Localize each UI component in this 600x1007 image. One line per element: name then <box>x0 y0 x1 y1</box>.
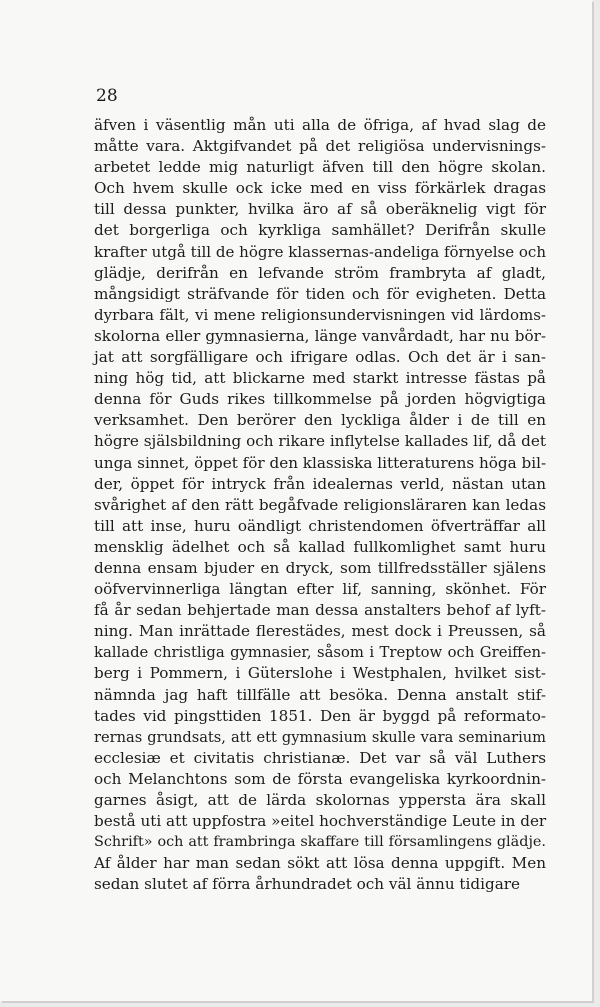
page-number: 28 <box>96 86 118 106</box>
text-line: till dessa punkter, hvilka äro af så oberäknelig vigt för <box>94 200 546 219</box>
text-line: krafter utgå till de högre klassernas-andeliga förnyelse och <box>94 242 546 261</box>
text-line: glädje, derifrån en lefvande ström frambryta af gladt, <box>94 263 546 282</box>
text-line: ecclesiæ et civitatis christianæ. Det var så väl Luthers <box>94 748 546 767</box>
text-line: Och hvem skulle ock icke med en viss förkärlek dragas <box>94 179 546 198</box>
text-line: måtte vara. Aktgifvandet på det religiösa undervisnings- <box>94 137 546 156</box>
text-line: ning hög tid, att blickarne med starkt intresse fästas på <box>94 369 546 388</box>
text-line: högre själsbildning och rikare inflytelse kallades lif, då det <box>94 432 546 451</box>
text-line: äfven i väsentlig mån uti alla de öfriga, af hvad slag de <box>94 116 546 134</box>
text-line: mångsidigt sträfvande för tiden och för evigheten. Detta <box>94 284 546 303</box>
text-line: Schrift» och att frambringa skaffare till församlingens glädje. <box>94 834 546 851</box>
text-line: nämnda jag haft tillfälle att besöka. Denna anstalt stif- <box>94 685 546 704</box>
text-line: arbetet ledde mig naturligt äfven till den högre skolan. <box>94 158 546 177</box>
text-line: få år sedan behjertade man dessa anstalters behof af lyft- <box>94 601 546 620</box>
text-line: skolorna eller gymnasierna, länge vanvårdadt, har nu bör- <box>94 326 546 345</box>
text-line: berg i Pommern, i Güterslohe i Westphalen, hvilket sist- <box>94 664 546 683</box>
text-line: och Melanchtons som de första evangeliska kyrkoordnin- <box>94 769 546 788</box>
body-text <box>94 115 546 895</box>
text-line: verksamhet. Den berörer den lyckliga ålder i de till en <box>94 411 546 430</box>
text-line: svårighet af den rätt begåfvade religionsläraren kan ledas <box>94 495 546 514</box>
text-line: Af ålder har man sedan sökt att lösa denna uppgift. Men <box>94 854 546 873</box>
text-line: jat att sorgfälligare och ifrigare odlas. Och det är i san- <box>94 348 546 367</box>
text-line: till att inse, huru oändligt christendomen öfverträffar all <box>94 516 546 535</box>
text-line: garnes åsigt, att de lärda skolornas yppersta ära skall <box>94 791 546 809</box>
text-line: unga sinnet, öppet för den klassiska litteraturens höga bil- <box>94 453 547 472</box>
text-line: kallade christliga gymnasier, såsom i Treptow och Greiffen- <box>94 644 546 662</box>
text-line: ning. Man inrättade flerestädes, mest dock i Preussen, så <box>94 622 546 641</box>
text-line: rernas grundsats, att ett gymnasium skulle vara seminarium <box>94 728 546 746</box>
text-line: denna för Guds rikes tillkommelse på jorden högvigtiga <box>94 390 546 409</box>
text-line: denna ensam bjuder en dryck, som tillfredsställer själens <box>94 558 546 577</box>
text-line: mensklig ädelhet och så kallad fullkomlighet samt huru <box>94 537 546 556</box>
text-line: oöfvervinnerliga längtan efter lif, sanning, skönhet. För <box>94 580 546 599</box>
text-line: sedan slutet af förra århundradet och väl ännu tidigare <box>94 875 520 894</box>
text-line: bestå uti att uppfostra »eitel hochverständige Leute in der <box>94 812 547 831</box>
text-line: tades vid pingsttiden 1851. Den är byggd på reformato- <box>94 706 546 725</box>
text-line: der, öppet för intryck från idealernas verld, nästan utan <box>94 474 546 493</box>
text-line: dyrbara fält, vi mene religionsundervisningen vid lärdoms- <box>94 305 546 324</box>
text-line: det borgerliga och kyrkliga samhället? Derifrån skulle <box>94 221 546 240</box>
